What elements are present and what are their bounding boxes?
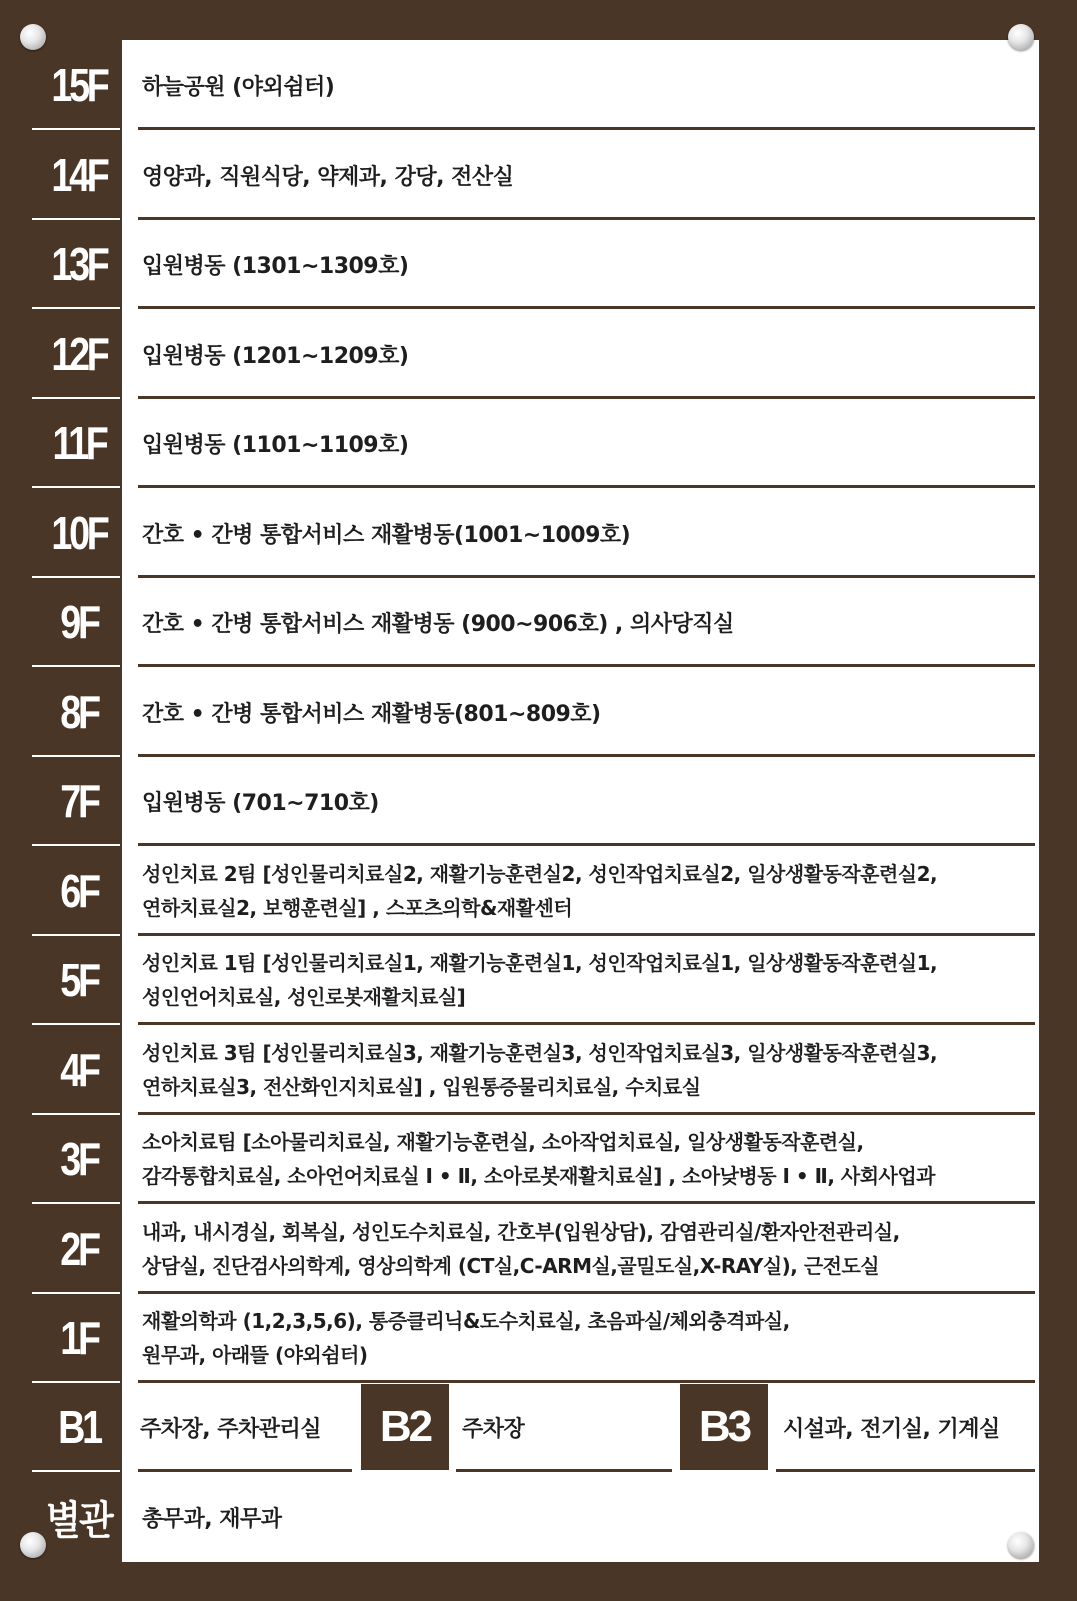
floor-label: 1F	[60, 1312, 98, 1364]
floor-description	[142, 488, 1029, 578]
floor-description	[142, 1204, 1029, 1294]
description-line: 상담실, 진단검사의학계, 영상의학계 (CT실,C-ARM실,골밀도실,X-RAY실), 근전도실	[142, 1254, 880, 1278]
floor-description	[142, 935, 1029, 1025]
floor-label: 6F	[60, 865, 98, 917]
floor-description	[142, 667, 1029, 757]
floor-description	[142, 1293, 1029, 1383]
description-line: 감각통합치료실, 소아언어치료실 Ⅰ • Ⅱ, 소아로봇재활치료실] , 소아낮병동 Ⅰ • Ⅱ, 사회사업과	[142, 1164, 935, 1188]
floor-description	[142, 577, 1029, 667]
b3-description: 시설과, 전기실, 기계실	[783, 1416, 1000, 1442]
floor-row	[0, 219, 1077, 309]
floor-label: 9F	[60, 596, 98, 648]
floor-label: 11F	[52, 417, 106, 469]
description-line: 성인치료 1팀 [성인물리치료실1, 재활기능훈련실1, 성인작업치료실1, 일상생활동작훈련실1,	[142, 951, 938, 975]
description-line: 성인언어치료실, 성인로봇재활치료실]	[142, 985, 466, 1009]
floor-row	[0, 667, 1077, 757]
floor-description	[142, 846, 1029, 936]
floor-row	[0, 1114, 1077, 1204]
description-line: 간호 • 간병 통합서비스 재활병동(1001~1009호)	[142, 522, 631, 548]
annex-row	[0, 1472, 1077, 1562]
floor-description	[142, 1025, 1029, 1115]
floor-label: 2F	[60, 1223, 98, 1275]
description-line: 입원병동 (1301~1309호)	[142, 253, 409, 279]
floor-row	[0, 398, 1077, 488]
floor-row	[0, 935, 1077, 1025]
basement-row	[0, 1382, 1077, 1472]
floor-label: 12F	[51, 328, 107, 380]
floor-description	[142, 130, 1029, 220]
description-line: 입원병동 (701~710호)	[142, 790, 379, 816]
floor-label-b3: B3	[680, 1384, 768, 1470]
floor-description	[142, 309, 1029, 399]
description-line: 연하치료실2, 보행훈련실] , 스포츠의학&재활센터	[142, 896, 573, 920]
floor-row	[0, 1204, 1077, 1294]
description-line: 간호 • 간병 통합서비스 재활병동 (900~906호) , 의사당직실	[142, 611, 734, 637]
b1-description: 주차장, 주차관리실	[140, 1416, 322, 1442]
floor-row	[0, 1025, 1077, 1115]
description-line: 내과, 내시경실, 회복실, 성인도수치료실, 간호부(입원상담), 감염관리실/환자안전관리실,	[142, 1220, 900, 1244]
floor-description	[142, 756, 1029, 846]
floor-label: 7F	[60, 775, 98, 827]
floor-label: 15F	[51, 59, 107, 111]
floor-row	[0, 309, 1077, 399]
floor-label-b2: B2	[361, 1384, 449, 1470]
floor-description	[142, 40, 1029, 130]
floor-description	[142, 398, 1029, 488]
floor-label-b1: B1	[58, 1401, 100, 1453]
floor-label: 3F	[60, 1133, 98, 1185]
b2-description: 주차장	[462, 1416, 525, 1442]
floor-label-annex: 별관	[46, 1498, 112, 1543]
floor-row	[0, 40, 1077, 130]
floor-label: 8F	[60, 686, 98, 738]
floor-row	[0, 756, 1077, 846]
description-line: 소아치료팀 [소아물리치료실, 재활기능훈련실, 소아작업치료실, 일상생활동작훈련실,	[142, 1130, 864, 1154]
floor-row	[0, 577, 1077, 667]
floor-description	[142, 1114, 1029, 1204]
floor-label: 14F	[51, 149, 107, 201]
description-line: 연하치료실3, 전산화인지치료실] , 입원통증물리치료실, 수치료실	[142, 1075, 701, 1099]
description-line: 성인치료 3팀 [성인물리치료실3, 재활기능훈련실3, 성인작업치료실3, 일상생활동작훈련실3,	[142, 1041, 938, 1065]
floor-label: 13F	[51, 238, 107, 290]
floor-description	[142, 219, 1029, 309]
description-line: 하늘공원 (야외쉼터)	[142, 74, 335, 100]
floor-row	[0, 846, 1077, 936]
description-line: 입원병동 (1101~1109호)	[142, 432, 409, 458]
floor-label: 5F	[60, 954, 98, 1006]
description-line: 성인치료 2팀 [성인물리치료실2, 재활기능훈련실2, 성인작업치료실2, 일상생활동작훈련실2,	[142, 862, 938, 886]
floor-label: 4F	[60, 1044, 98, 1096]
floor-row	[0, 1293, 1077, 1383]
floor-row	[0, 488, 1077, 578]
description-line: 입원병동 (1201~1209호)	[142, 343, 409, 369]
floor-label: 10F	[51, 507, 107, 559]
description-line: 재활의학과 (1,2,3,5,6), 통증클리닉&도수치료실, 초음파실/체외충격파실,	[142, 1309, 790, 1333]
annex-description: 총무과, 재무과	[142, 1506, 282, 1532]
description-line: 간호 • 간병 통합서비스 재활병동(801~809호)	[142, 701, 601, 727]
description-line: 원무과, 아래뜰 (야외쉼터)	[142, 1343, 368, 1367]
description-line: 영양과, 직원식당, 약제과, 강당, 전산실	[142, 164, 514, 190]
floor-row	[0, 130, 1077, 220]
